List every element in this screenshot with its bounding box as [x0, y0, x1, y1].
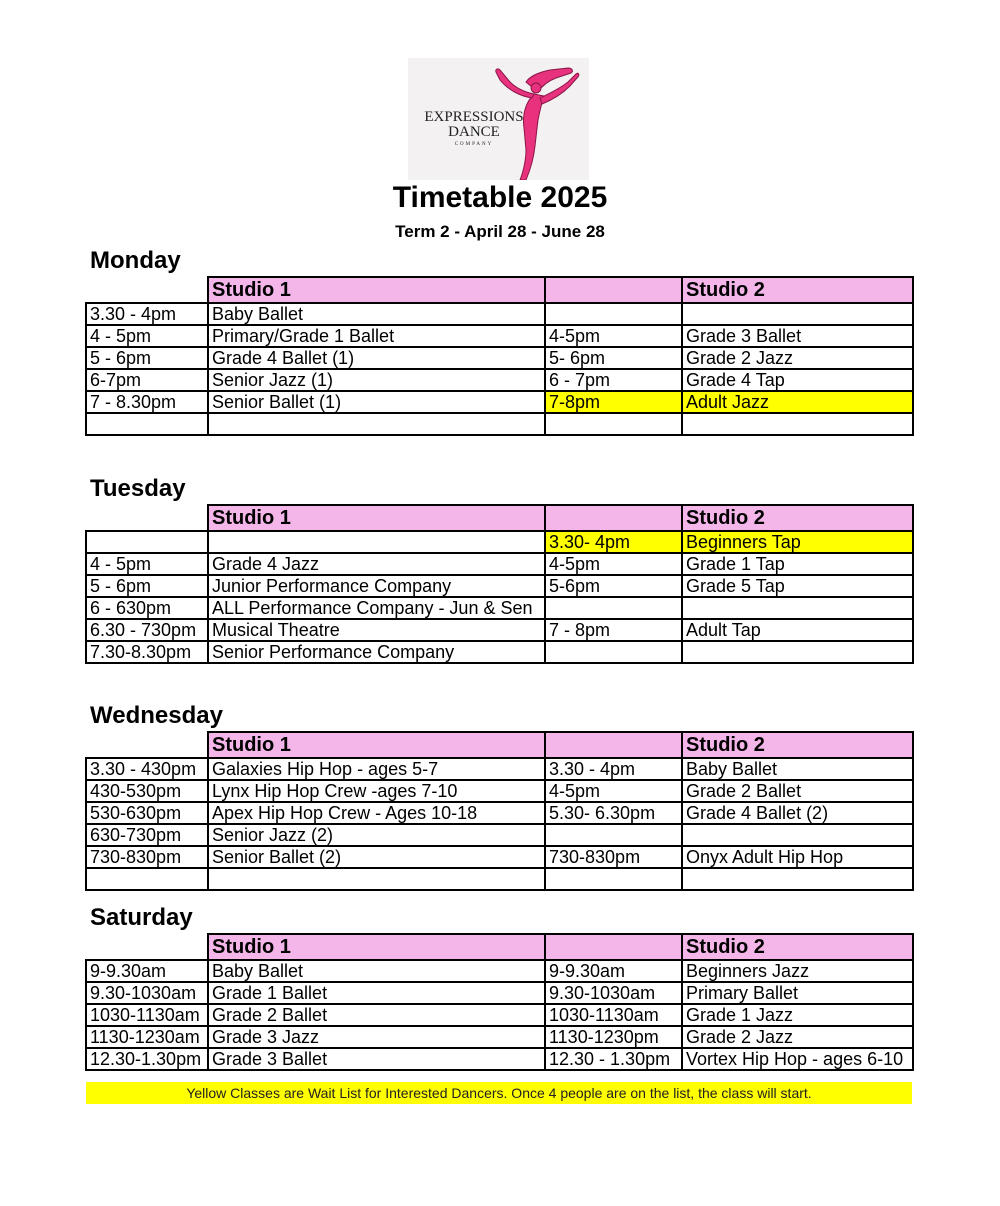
studio-2-header: Studio 2: [682, 934, 913, 960]
studio-1-class: Musical Theatre: [208, 619, 545, 641]
studio-1-time: 6-7pm: [86, 369, 208, 391]
header-empty-cell: [86, 277, 208, 303]
studio-1-time: [86, 531, 208, 553]
studio-1-class: Grade 2 Ballet: [208, 1004, 545, 1026]
header-empty-cell: [86, 505, 208, 531]
studio-1-class: Apex Hip Hop Crew - Ages 10-18: [208, 802, 545, 824]
waitlist-footer-note: Yellow Classes are Wait List for Interested Dancers. Once 4 people are on the list, the class will start.: [86, 1082, 912, 1104]
studio-1-time: 430-530pm: [86, 780, 208, 802]
studio-1-class: Primary/Grade 1 Ballet: [208, 325, 545, 347]
term-subtitle: Term 2 - April 28 - June 28: [395, 222, 605, 241]
dancer-logo-icon: [408, 58, 589, 180]
table-row: [86, 553, 913, 575]
studio-2-class: Grade 1 Tap: [682, 553, 913, 575]
studio-2-class: [682, 413, 913, 435]
timetable-tuesday: [85, 504, 914, 664]
day-label-saturday: Saturday: [90, 904, 193, 931]
studio-2-class: Grade 2 Jazz: [682, 1026, 913, 1048]
table-header-row: [86, 277, 913, 303]
studio-2-time: 5.30- 6.30pm: [545, 802, 682, 824]
table-row: [86, 1004, 913, 1026]
studio-2-time: 1130-1230pm: [545, 1026, 682, 1048]
studio-2-time: 9-9.30am: [545, 960, 682, 982]
studio-1-time: 12.30-1.30pm: [86, 1048, 208, 1070]
table-row: [86, 347, 913, 369]
studio-2-time: 5-6pm: [545, 575, 682, 597]
studio-2-class: Grade 4 Tap: [682, 369, 913, 391]
studio-2-time: [545, 413, 682, 435]
table-row: [86, 960, 913, 982]
waitlist-time: 3.30- 4pm: [545, 531, 682, 553]
studio-1-header: Studio 1: [208, 505, 545, 531]
table-header-row: [86, 505, 913, 531]
studio-2-class: [682, 824, 913, 846]
studio-1-time: [86, 868, 208, 890]
table-row: [86, 619, 913, 641]
timetable-monday: [85, 276, 914, 436]
studio-2-time: 1030-1130am: [545, 1004, 682, 1026]
studio-1-class: Junior Performance Company: [208, 575, 545, 597]
studio-1-time: 3.30 - 4pm: [86, 303, 208, 325]
studio-2-class: Baby Ballet: [682, 758, 913, 780]
table-row: [86, 391, 913, 413]
table-row: [86, 802, 913, 824]
studio-2-class: Primary Ballet: [682, 982, 913, 1004]
studio-1-class: Baby Ballet: [208, 303, 545, 325]
studio-1-header: Studio 1: [208, 732, 545, 758]
studio-2-time: [545, 303, 682, 325]
studio-1-time: 4 - 5pm: [86, 325, 208, 347]
table-row: [86, 824, 913, 846]
table-row: [86, 325, 913, 347]
studio-1-header: Studio 1: [208, 277, 545, 303]
table-row: [86, 369, 913, 391]
studio-2-header: Studio 2: [682, 277, 913, 303]
waitlist-time: 7-8pm: [545, 391, 682, 413]
studio-1-header: Studio 1: [208, 934, 545, 960]
studio-2-time: [545, 868, 682, 890]
day-label-wednesday: Wednesday: [90, 702, 223, 729]
studio-1-time: 630-730pm: [86, 824, 208, 846]
table-row: [86, 531, 913, 553]
studio-2-time-header: [545, 934, 682, 960]
studio-1-class: Senior Ballet (1): [208, 391, 545, 413]
studio-1-class: Galaxies Hip Hop - ages 5-7: [208, 758, 545, 780]
studio-2-time: 5- 6pm: [545, 347, 682, 369]
timetable-wednesday: [85, 731, 914, 891]
studio-1-time: [86, 413, 208, 435]
studio-1-class: Senior Ballet (2): [208, 846, 545, 868]
svg-text:COMPANY: COMPANY: [454, 142, 494, 147]
studio-1-time: 6.30 - 730pm: [86, 619, 208, 641]
studio-1-time: 530-630pm: [86, 802, 208, 824]
studio-2-class: [682, 641, 913, 663]
table-row: [86, 597, 913, 619]
waitlist-class: Adult Jazz: [682, 391, 913, 413]
studio-2-class: Grade 1 Jazz: [682, 1004, 913, 1026]
studio-2-time: [545, 597, 682, 619]
studio-2-time: 4-5pm: [545, 553, 682, 575]
studio-2-time: 4-5pm: [545, 780, 682, 802]
studio-2-header: Studio 2: [682, 732, 913, 758]
studio-1-time: 6 - 630pm: [86, 597, 208, 619]
studio-2-time-header: [545, 505, 682, 531]
company-logo: [408, 58, 589, 180]
studio-2-class: Grade 3 Ballet: [682, 325, 913, 347]
studio-1-time: 5 - 6pm: [86, 347, 208, 369]
studio-2-class: Vortex Hip Hop - ages 6-10: [682, 1048, 913, 1070]
table-row: [86, 641, 913, 663]
studio-2-class: Onyx Adult Hip Hop: [682, 846, 913, 868]
svg-text:DANCE: DANCE: [448, 124, 500, 140]
header-empty-cell: [86, 934, 208, 960]
table-header-row: [86, 732, 913, 758]
studio-1-time: 3.30 - 430pm: [86, 758, 208, 780]
table-row: [86, 846, 913, 868]
studio-1-class: [208, 531, 545, 553]
waitlist-class: Beginners Tap: [682, 531, 913, 553]
header-empty-cell: [86, 732, 208, 758]
studio-2-class: [682, 868, 913, 890]
studio-1-time: 9-9.30am: [86, 960, 208, 982]
table-row: [86, 575, 913, 597]
studio-2-time: 3.30 - 4pm: [545, 758, 682, 780]
studio-2-time: 6 - 7pm: [545, 369, 682, 391]
studio-2-class: Grade 2 Jazz: [682, 347, 913, 369]
studio-1-class: Senior Jazz (1): [208, 369, 545, 391]
studio-2-header: Studio 2: [682, 505, 913, 531]
table-header-row: [86, 934, 913, 960]
studio-1-time: 7.30-8.30pm: [86, 641, 208, 663]
table-row: [86, 982, 913, 1004]
studio-2-class: Adult Tap: [682, 619, 913, 641]
studio-2-class: [682, 597, 913, 619]
table-row: [86, 780, 913, 802]
studio-2-time: [545, 641, 682, 663]
svg-text:EXPRESSIONS: EXPRESSIONS: [424, 109, 524, 125]
studio-1-time: 4 - 5pm: [86, 553, 208, 575]
studio-1-class: Grade 4 Jazz: [208, 553, 545, 575]
studio-2-class: Beginners Jazz: [682, 960, 913, 982]
page-title: Timetable 2025: [392, 181, 608, 214]
studio-2-time: [545, 824, 682, 846]
day-label-monday: Monday: [90, 247, 181, 274]
studio-1-time: 5 - 6pm: [86, 575, 208, 597]
studio-1-class: [208, 413, 545, 435]
studio-1-class: Grade 3 Ballet: [208, 1048, 545, 1070]
studio-2-class: Grade 2 Ballet: [682, 780, 913, 802]
studio-2-time: 12.30 - 1.30pm: [545, 1048, 682, 1070]
studio-1-class: Senior Performance Company: [208, 641, 545, 663]
studio-2-class: Grade 5 Tap: [682, 575, 913, 597]
studio-1-time: 730-830pm: [86, 846, 208, 868]
studio-2-time: 4-5pm: [545, 325, 682, 347]
studio-2-time-header: [545, 732, 682, 758]
studio-2-class: Grade 4 Ballet (2): [682, 802, 913, 824]
studio-2-time: 730-830pm: [545, 846, 682, 868]
table-row: [86, 868, 913, 890]
day-label-tuesday: Tuesday: [90, 475, 186, 502]
studio-1-class: Grade 1 Ballet: [208, 982, 545, 1004]
studio-2-class: [682, 303, 913, 325]
studio-2-time: 7 - 8pm: [545, 619, 682, 641]
studio-1-class: Grade 3 Jazz: [208, 1026, 545, 1048]
table-row: [86, 303, 913, 325]
studio-2-time-header: [545, 277, 682, 303]
studio-1-class: ALL Performance Company - Jun & Sen: [208, 597, 545, 619]
studio-1-class: Senior Jazz (2): [208, 824, 545, 846]
timetable-saturday: [85, 933, 914, 1071]
studio-1-time: 9.30-1030am: [86, 982, 208, 1004]
studio-1-time: 7 - 8.30pm: [86, 391, 208, 413]
table-row: [86, 758, 913, 780]
table-row: [86, 413, 913, 435]
studio-1-class: Lynx Hip Hop Crew -ages 7-10: [208, 780, 545, 802]
studio-1-class: Baby Ballet: [208, 960, 545, 982]
studio-1-class: Grade 4 Ballet (1): [208, 347, 545, 369]
studio-1-class: [208, 868, 545, 890]
studio-1-time: 1130-1230am: [86, 1026, 208, 1048]
table-row: [86, 1026, 913, 1048]
studio-2-time: 9.30-1030am: [545, 982, 682, 1004]
table-row: [86, 1048, 913, 1070]
studio-1-time: 1030-1130am: [86, 1004, 208, 1026]
